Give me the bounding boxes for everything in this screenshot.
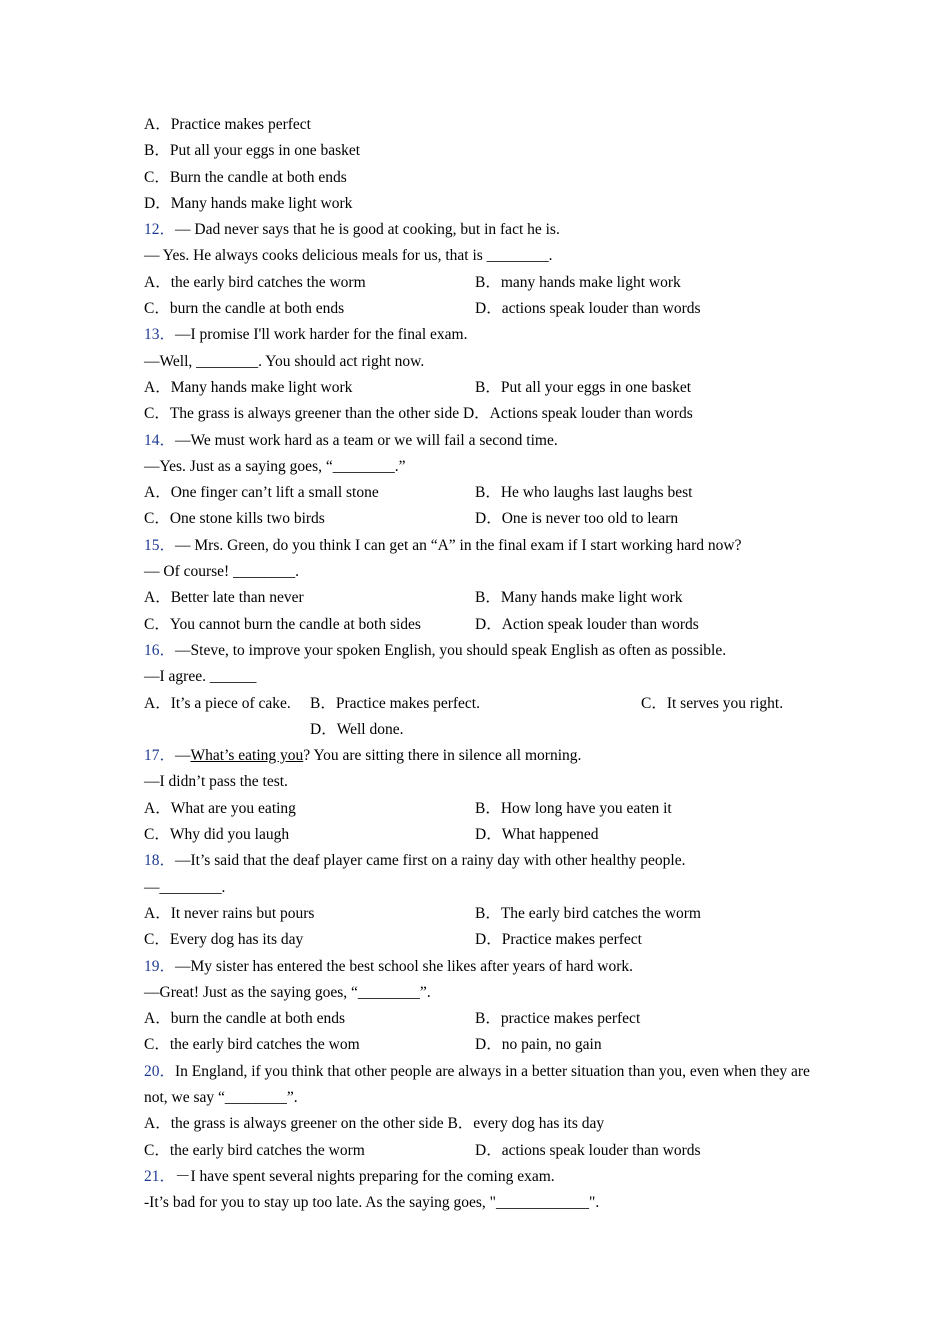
option-c: C．Why did you laugh bbox=[144, 826, 290, 844]
options-row bbox=[144, 901, 824, 927]
option-b: B．Practice makes perfect. bbox=[310, 694, 480, 712]
question-text: —Steve, to improve your spoken English, you should speak English as often as possible. bbox=[175, 641, 727, 659]
option-a: A．What are you eating bbox=[144, 799, 296, 817]
question-number: 17． bbox=[144, 747, 176, 765]
options-row bbox=[144, 296, 824, 322]
options-row bbox=[144, 612, 824, 638]
options-row bbox=[144, 927, 824, 953]
option-a: A．the early bird catches the worm bbox=[144, 273, 366, 291]
question-number: 21． bbox=[144, 1167, 176, 1185]
options-row bbox=[144, 585, 824, 611]
option-b: B．The early bird catches the worm bbox=[475, 904, 701, 922]
option-d: D．no pain, no gain bbox=[475, 1036, 602, 1054]
question-18-prompt bbox=[144, 848, 824, 874]
option-b: B．Put all your eggs in one basket bbox=[144, 142, 361, 160]
option-c: C．the early bird catches the wom bbox=[144, 1036, 360, 1054]
option-d: D．One is never too old to learn bbox=[475, 510, 679, 528]
option-c: C．Burn the candle at both ends bbox=[144, 168, 347, 186]
option-d: D．Action speak louder than words bbox=[475, 615, 699, 633]
options-row bbox=[144, 480, 824, 506]
question-19-reply: —Great! Just as the saying goes, “________”. bbox=[144, 983, 431, 1001]
options-row bbox=[144, 270, 824, 296]
option-b: B．He who laughs last laughs best bbox=[475, 484, 693, 502]
question-text-pre: — bbox=[175, 747, 191, 765]
option-b: B．practice makes perfect bbox=[475, 1010, 641, 1028]
question-12-prompt bbox=[144, 217, 824, 243]
option-d: D．actions speak louder than words bbox=[475, 1141, 701, 1159]
option-c: C．One stone kills two birds bbox=[144, 510, 325, 528]
question-13-prompt bbox=[144, 322, 824, 348]
question-text-post: ? You are sitting there in silence all morning. bbox=[303, 747, 582, 765]
options-row bbox=[144, 822, 824, 848]
question-number: 20． bbox=[144, 1062, 176, 1080]
question-17-prompt bbox=[144, 743, 824, 769]
option-c: C．You cannot burn the candle at both sides bbox=[144, 615, 421, 633]
question-17-reply: —I didn’t pass the test. bbox=[144, 773, 288, 791]
question-number: 14． bbox=[144, 431, 176, 449]
option-a: A．It’s a piece of cake. bbox=[144, 694, 291, 712]
question-12-reply: — Yes. He always cooks delicious meals for us, that is ________. bbox=[144, 247, 553, 265]
option-a: A．burn the candle at both ends bbox=[144, 1010, 346, 1028]
question-20-prompt bbox=[144, 1059, 824, 1112]
question-14-reply: —Yes. Just as a saying goes, “________.” bbox=[144, 457, 406, 475]
options-row bbox=[144, 375, 824, 401]
options-row bbox=[144, 506, 824, 532]
question-19-prompt bbox=[144, 954, 824, 980]
option-a: A．One finger can’t lift a small stone bbox=[144, 484, 379, 502]
option-a: A．It never rains but pours bbox=[144, 904, 315, 922]
question-number: 19． bbox=[144, 957, 176, 975]
question-text: In England, if you think that other people are always in a better situation than you, even when they are not, we say “________”. bbox=[144, 1062, 810, 1106]
option-d: D．actions speak louder than words bbox=[475, 300, 701, 318]
question-16-prompt bbox=[144, 638, 824, 664]
options-row bbox=[144, 796, 824, 822]
option-a: A．Many hands make light work bbox=[144, 378, 353, 396]
question-21-prompt bbox=[144, 1164, 824, 1190]
option-c: C．Every dog has its day bbox=[144, 931, 304, 949]
options-row bbox=[144, 717, 824, 743]
question-number: 13． bbox=[144, 326, 176, 344]
question-15-prompt bbox=[144, 533, 824, 559]
question-21-reply: -It’s bad for you to stay up too late. As the saying goes, "____________". bbox=[144, 1194, 600, 1212]
question-text: —My sister has entered the best school she likes after years of hard work. bbox=[175, 957, 633, 975]
question-text: —We must work hard as a team or we will fail a second time. bbox=[175, 431, 558, 449]
options-row bbox=[144, 1138, 824, 1164]
options-row bbox=[144, 1006, 824, 1032]
underlined-phrase: What’s eating you bbox=[190, 747, 304, 765]
question-13-reply: —Well, ________. You should act right now. bbox=[144, 352, 425, 370]
question-text: －I have spent several nights preparing for the coming exam. bbox=[175, 1167, 555, 1185]
option-c: C．the early bird catches the worm bbox=[144, 1141, 365, 1159]
option-d: D．Practice makes perfect bbox=[475, 931, 642, 949]
question-text: — Mrs. Green, do you think I can get an “A” in the final exam if I start working hard now? bbox=[175, 536, 742, 554]
question-text: —It’s said that the deaf player came first on a rainy day with other healthy people. bbox=[175, 852, 686, 870]
question-number: 12． bbox=[144, 221, 176, 239]
question-number: 16． bbox=[144, 641, 176, 659]
option-d: D．What happened bbox=[475, 826, 599, 844]
option-a: A．Better late than never bbox=[144, 589, 304, 607]
option-c: C．It serves you right. bbox=[641, 694, 784, 712]
option-a-b: A．the grass is always greener on the other side B．every dog has its day bbox=[144, 1115, 605, 1133]
option-c-d: C．The grass is always greener than the other side D．Actions speak louder than words bbox=[144, 405, 693, 423]
document-page bbox=[144, 112, 824, 1216]
option-b: B．many hands make light work bbox=[475, 273, 681, 291]
option-a: A．Practice makes perfect bbox=[144, 116, 311, 133]
option-d: D．Many hands make light work bbox=[144, 194, 353, 212]
option-b: B．Put all your eggs in one basket bbox=[475, 378, 692, 396]
option-c: C．burn the candle at both ends bbox=[144, 300, 345, 318]
options-row bbox=[144, 1032, 824, 1058]
question-text: — Dad never says that he is good at cooking, but in fact he is. bbox=[175, 221, 560, 239]
question-text: —I promise I'll work harder for the final exam. bbox=[175, 326, 468, 344]
question-14-prompt bbox=[144, 428, 824, 454]
option-b: B．How long have you eaten it bbox=[475, 799, 672, 817]
option-b: B．Many hands make light work bbox=[475, 589, 683, 607]
question-number: 18． bbox=[144, 852, 176, 870]
question-16-reply: —I agree. ______ bbox=[144, 668, 257, 686]
option-d: D．Well done. bbox=[310, 720, 404, 738]
options-row bbox=[144, 691, 824, 717]
question-18-reply: —________. bbox=[144, 878, 226, 896]
question-number: 15． bbox=[144, 536, 176, 554]
question-15-reply: — Of course! ________. bbox=[144, 563, 299, 581]
